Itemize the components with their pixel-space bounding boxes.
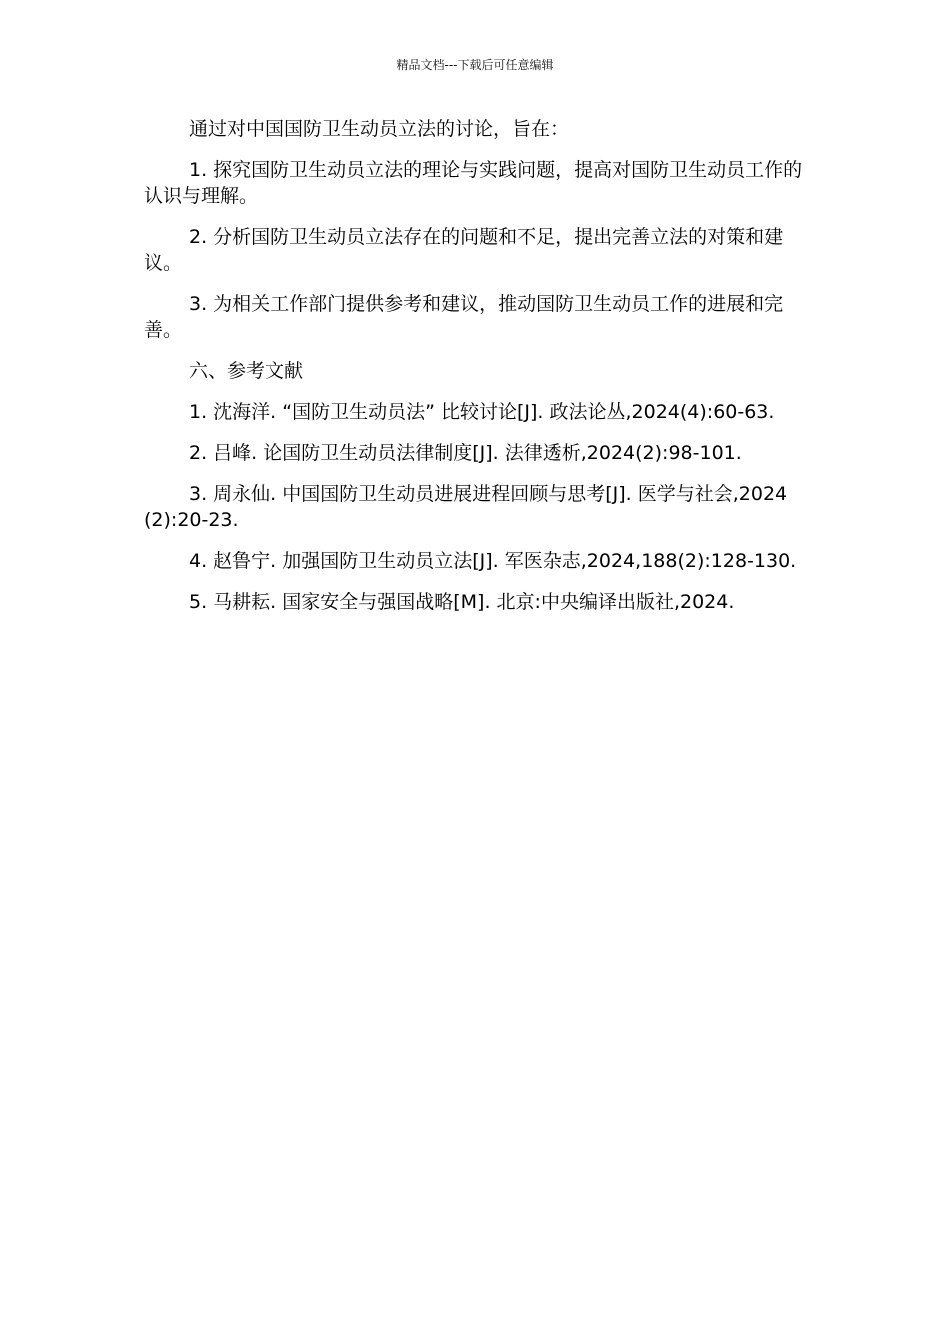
aim-item-2: 2. 分析国防卫生动员立法存在的问题和不足，提出完善立法的对策和建议。 <box>144 226 784 274</box>
reference-item-5: 5. 马耕耘. 国家安全与强国战略[M]. 北京:中央编译出版社,2024. <box>189 591 735 613</box>
reference-item-1: 1. 沈海洋. “国防卫生动员法” 比较讨论[J]. 政法论丛,2024(4):60-63. <box>189 401 775 423</box>
document-body <box>144 116 806 630</box>
reference-item-4: 4. 赵鲁宁. 加强国防卫生动员立法[J]. 军医杂志,2024,188(2):128-130. <box>189 550 797 572</box>
reference-item-3: 3. 周永仙. 中国国防卫生动员进展进程回顾与思考[J]. 医学与社会,2024(2):20-23. <box>144 483 788 531</box>
aim-item-1: 1. 探究国防卫生动员立法的理论与实践问题，提高对国防卫生动员工作的认识与理解。 <box>144 159 803 207</box>
intro-paragraph: 通过对中国国防卫生动员立法的讨论，旨在： <box>189 118 570 140</box>
reference-item-2: 2. 吕峰. 论国防卫生动员法律制度[J]. 法律透析,2024(2):98-101. <box>189 442 742 464</box>
aim-item-3: 3. 为相关工作部门提供参考和建议，推动国防卫生动员工作的进展和完善。 <box>144 293 784 341</box>
page-header: 精品文档---下载后可任意编辑 <box>396 58 554 72</box>
references-heading: 六、参考文献 <box>189 360 304 382</box>
